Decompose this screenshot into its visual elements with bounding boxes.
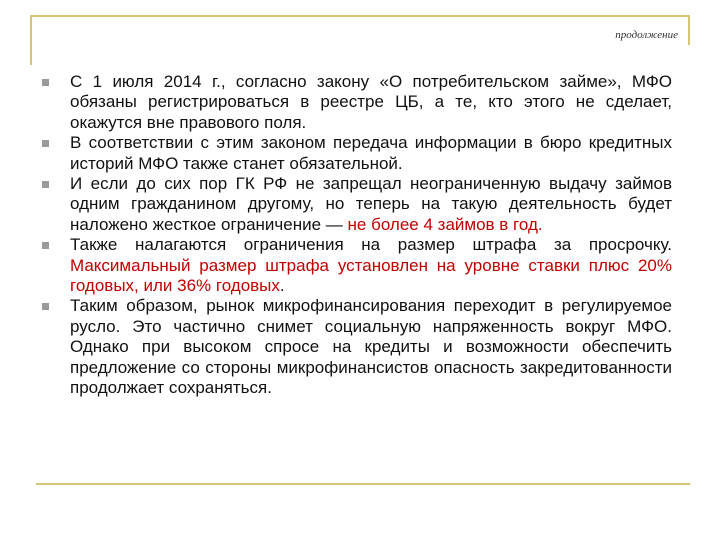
frame-right-line xyxy=(688,15,690,45)
bullet-text: И если до сих пор ГК РФ не запрещал неограниченную выдачу займов одним гражданином другому, но теперь на такую деятельность будет наложено жесткое ограничение — xyxy=(70,174,672,234)
bullet-list xyxy=(40,72,672,399)
square-bullet-icon xyxy=(42,79,49,86)
square-bullet-icon xyxy=(42,303,49,310)
bullet-tail: . xyxy=(279,276,285,296)
bullet-text: Таким образом, рынок микрофинансирования переходит в регулируемое русло. Это частично снимет социальную напряженность вокруг МФО. Однако при высоком спросе на кредиты и возможности обеспечить предложение со стороны микрофинансистов опасность закредитованности продолжает сохраняться. xyxy=(70,296,672,398)
bullet-item-5 xyxy=(40,296,672,398)
frame-bottom-line xyxy=(36,483,690,485)
square-bullet-icon xyxy=(42,140,49,147)
slide-subtitle: продолжение xyxy=(615,29,678,41)
bullet-item-3 xyxy=(40,174,672,235)
bullet-item-2 xyxy=(40,133,672,174)
square-bullet-icon xyxy=(42,181,49,188)
square-bullet-icon xyxy=(42,242,49,249)
bullet-text: В соответствии с этим законом передача информации в бюро кредитных историй МФО также станет обязательной. xyxy=(70,133,672,173)
bullet-item-1 xyxy=(40,72,672,133)
bullet-highlight: Максимальный размер штрафа установлен на уровне ставки плюс 20% годовых, или 36% годовых xyxy=(70,255,672,296)
bullet-highlight: не более 4 займов в год. xyxy=(347,214,543,234)
frame-top-line xyxy=(30,15,690,17)
frame-left-line xyxy=(30,15,32,65)
bullet-text: С 1 июля 2014 г., согласно закону «О потребительском займе», МФО обязаны регистрироваться в реестре ЦБ, а те, кто этого не сделает, окажутся вне правового поля. xyxy=(70,72,672,132)
bullet-item-4 xyxy=(40,235,672,296)
bullet-text: Также налагаются ограничения на размер штрафа за просрочку. xyxy=(70,235,672,255)
